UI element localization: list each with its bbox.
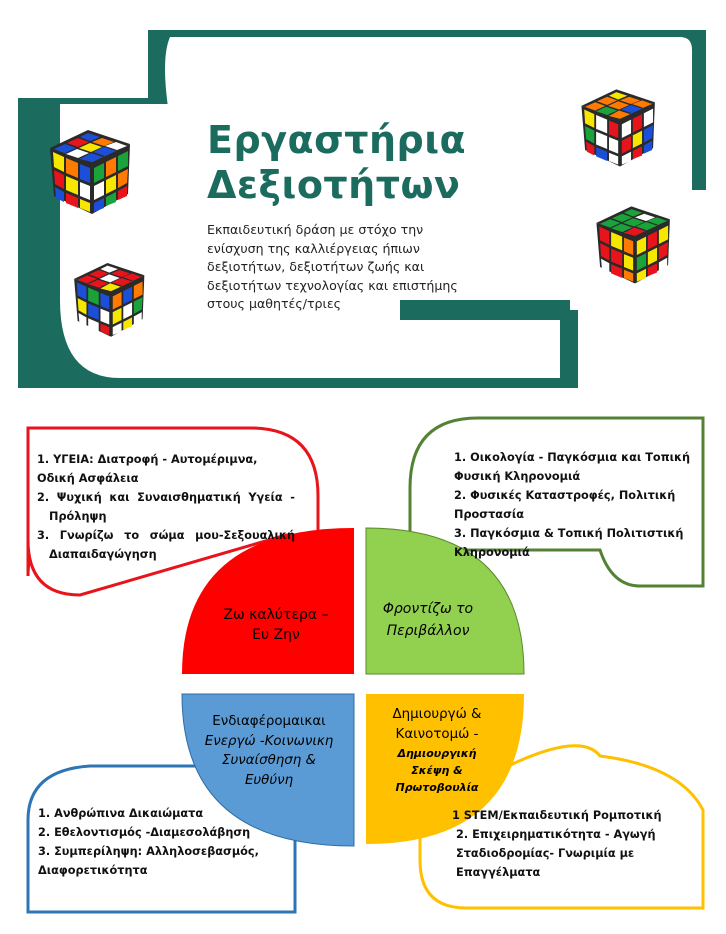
list-item: Επαγγέλματα <box>456 866 541 879</box>
list-item: 2. Επιχειρηματικότητα - Αγωγή <box>456 828 656 841</box>
environment-topics <box>454 448 704 562</box>
environment-label <box>368 598 488 642</box>
list-item: 2. Ψυχική και Συναισθηματική Υγεία - <box>37 491 295 504</box>
title-line-1: Εργαστήρια <box>207 118 467 162</box>
list-item: 1 STEM/Εκπαιδευτική Ρομποτική <box>452 809 662 822</box>
create-label-line-1: Δημιουργώ & <box>392 707 482 722</box>
social-label-line-2: Ενεργώ -Κοινωνικη <box>204 733 334 749</box>
create-label-line-2: Καινοτομώ - <box>395 727 479 742</box>
list-item: Διαφορετικότητα <box>38 864 148 877</box>
create-label-line-4: Σκέψη & <box>411 764 463 777</box>
rubiks-cube-icon <box>574 82 666 172</box>
health-label-line-2: Ευ Ζην <box>252 627 300 643</box>
create-label <box>373 705 501 796</box>
banner-white-corner <box>165 37 300 120</box>
list-item: Κληρονομιά <box>454 546 530 559</box>
social-label-line-3: Συναίσθηση & <box>222 753 316 768</box>
social-label-line-1: Ενδιαφέρομαικαι <box>212 714 326 729</box>
title-line-2: Δεξιοτήτων <box>207 163 461 207</box>
create-topics <box>452 806 702 882</box>
list-item: Διαπαιδαγώγηση <box>49 548 157 561</box>
environment-label-line-2: Περιβάλλον <box>386 623 470 639</box>
rubiks-cube-icon <box>589 199 681 289</box>
list-item: 1. Ανθρώπινα Δικαιώματα <box>38 807 204 820</box>
page-subtitle: Εκπαιδευτική δράση με στόχο την ενίσχυση της καλλιέργειας ήπιων δεξιοτήτων, δεξιοτήτων ζωής και δεξιοτήτων τεχνολογίας και επιστήμης στους μαθητές/τριες <box>207 222 458 311</box>
create-label-line-5: Πρωτοβουλία <box>395 781 479 794</box>
social-label-line-4: Ευθύνη <box>244 772 294 788</box>
environment-label-line-1: Φροντίζω το <box>382 601 474 617</box>
list-item: Φυσική Κληρονομιά <box>454 470 581 483</box>
list-item: Οδική Ασφάλεια <box>37 472 139 485</box>
health-topics <box>37 450 295 564</box>
create-label-line-3: Δημιουργική <box>397 747 477 760</box>
list-item: 3. Γνωρίζω το σώμα μου-Σεξουαλική <box>37 529 295 542</box>
list-item: 2. Εθελοντισμός -Διαμεσολάβηση <box>38 826 251 839</box>
health-label <box>196 605 356 645</box>
list-item: 2. Φυσικές Καταστροφές, Πολιτική <box>454 489 676 502</box>
page-title <box>207 118 507 208</box>
list-item: 1. Οικολογία - Παγκόσμια και Τοπική <box>454 451 691 464</box>
social-label <box>184 712 354 790</box>
list-item: 3. Συμπερίληψη: Αλληλοσεβασμός, <box>38 845 259 858</box>
list-item: Πρόληψη <box>49 510 107 523</box>
list-item: Προστασία <box>454 508 525 521</box>
social-topics <box>38 804 288 880</box>
rubiks-cube-icon <box>42 122 142 220</box>
rubiks-cube-icon <box>66 256 156 342</box>
list-item: Σταδιοδρομίας- Γνωριμία με <box>456 847 635 860</box>
health-label-line-1: Ζω καλύτερα – <box>223 607 329 623</box>
list-item: 1. ΥΓΕΙΑ: Διατροφή - Αυτομέριμνα, <box>37 453 258 466</box>
list-item: 3. Παγκόσμια & Τοπική Πολιτιστική <box>454 527 684 540</box>
